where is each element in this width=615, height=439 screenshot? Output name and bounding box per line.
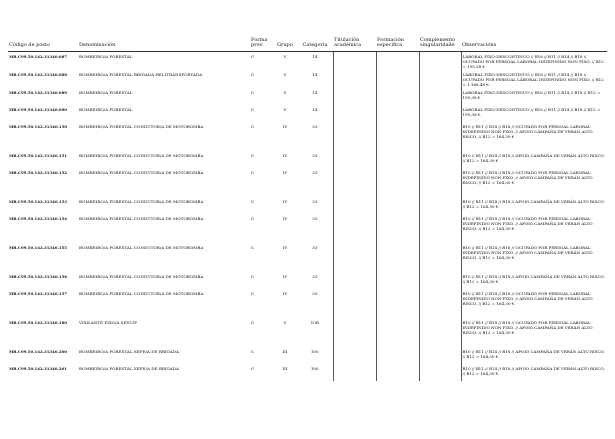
cell-formacion bbox=[376, 168, 419, 197]
cell-codigo: MR.C99.50.142.31340.154 bbox=[9, 215, 68, 221]
cell-categoria: 33 bbox=[312, 152, 318, 158]
cell-grupo: V bbox=[283, 54, 287, 59]
cell-grupo: V bbox=[283, 89, 287, 95]
cell-observacions: LABORAL FIXO-DESCONTINUO // B16 // B11 // B14 // B18 // B12 = 195,38 €. bbox=[462, 89, 601, 100]
cell-formacion bbox=[376, 243, 419, 272]
cell-observacions: LABORAL FIXO-DESCONTINUO // B16 // B11 // B14 // B18 // OCUPADO POR PERSOAL LABORAL INDEFINIDO NON FIXO. // B12 = 1.166,46 €. bbox=[462, 71, 604, 88]
cell-titulacion bbox=[333, 197, 376, 214]
cell-formacion bbox=[376, 347, 419, 364]
posts-table bbox=[8, 33, 607, 381]
cell-formacion bbox=[376, 151, 419, 168]
cell-formacion bbox=[376, 318, 419, 347]
cell-categoria: 33 bbox=[312, 198, 318, 204]
cell-denominacion: BOMBEIRO/A FORESTAL XEFE/A DE BRIGADA bbox=[79, 348, 179, 354]
cell-titulacion bbox=[333, 318, 376, 347]
cell-grupo: IV bbox=[282, 215, 288, 221]
cell-forma: C bbox=[251, 89, 255, 95]
cell-complemento bbox=[419, 272, 461, 289]
header-formacion: Formación específica bbox=[376, 33, 419, 52]
header-observacions: Observacións bbox=[461, 33, 607, 52]
cell-codigo: MR.C99.50.142.31340.200 bbox=[9, 348, 68, 354]
cell-forma: C bbox=[251, 71, 255, 77]
cell-titulacion bbox=[333, 88, 376, 105]
cell-categoria: 33 bbox=[312, 273, 318, 279]
cell-observacions: B10 // B11 // B14 // B18 // APOIO CAMPAÑA DE VERÁN ALTO RISCO. // B12 = 164,30 €. bbox=[462, 198, 605, 209]
cell-observacions: LABORAL FIXO-DESCONTINUO // B16 // B11 // B14 // B18 // B12 = 195,38 €. bbox=[462, 106, 601, 117]
cell-grupo: IV bbox=[282, 198, 288, 204]
cell-observacions: B10 // B11 // B14 // B18 // APOIO CAMPAÑA DE VERÁN ALTO RISCO. // B12 = 164,30 €. bbox=[462, 152, 605, 163]
cell-observacions: B10 // B11 // B14 // B18 // OCUPADO POR PERSOAL LABORAL INDEFINIDO NON FIXO. // APOIO CAMPAÑA DE VERÁN ALTO RISCO. // B12 = 164,30 €. bbox=[462, 123, 593, 140]
cell-categoria: 100 bbox=[310, 365, 319, 371]
table-row bbox=[8, 318, 607, 347]
cell-denominacion: BOMBEIRO/A FORESTAL bbox=[79, 106, 133, 112]
cell-observacions: B10 // B11 // B14 // B18 // APOIO CAMPAÑA DE VERÁN ALTO RISCO. // B12 = 164,30 €. bbox=[462, 365, 605, 376]
table-row bbox=[8, 105, 607, 122]
cell-categoria: 100 bbox=[310, 348, 319, 354]
cell-denominacion: BOMBEIRO/A FORESTAL CONDUTOR/A DE MOTOBOMBA bbox=[79, 198, 204, 204]
cell-formacion bbox=[376, 364, 419, 381]
cell-denominacion: BOMBEIRO/A FORESTAL CONDUTOR/A DE MOTOBOMBA bbox=[79, 244, 204, 250]
header-denominacion: Denominación bbox=[78, 33, 250, 52]
table-row bbox=[8, 70, 607, 88]
cell-formacion bbox=[376, 52, 419, 70]
cell-formacion bbox=[376, 70, 419, 88]
table-row bbox=[8, 272, 607, 289]
header-grupo: Grupo bbox=[273, 33, 297, 52]
header-forma: Forma prov. bbox=[250, 33, 273, 52]
cell-complemento bbox=[419, 151, 461, 168]
cell-complemento bbox=[419, 197, 461, 214]
cell-denominacion: BOMBEIRO/A FORESTAL CONDUTOR/A DE MOTOBOMBA bbox=[79, 123, 204, 129]
cell-complemento bbox=[419, 122, 461, 151]
cell-observacions: B10 // B11 // B14 // B18 // OCUPADO POR PERSOAL LABORAL INDEFINIDO NON FIXO. // APOIO CAMPAÑA DE VERÁN ALTO RISCO. // B12 = 164,30 €. bbox=[462, 169, 593, 186]
cell-categoria: 33 bbox=[312, 215, 318, 221]
cell-codigo: MR.C99.50.142.31340.151 bbox=[9, 152, 68, 158]
cell-observacions: B10 // B11 // B14 // B18 // OCUPADO POR PERSOAL LABORAL INDEFINIDO NON FIXO. // APOIO CAMPAÑA DE VERÁN ALTO RISCO. // B12 = 164,30 €. bbox=[462, 244, 593, 261]
cell-forma: C bbox=[251, 54, 255, 59]
cell-complemento bbox=[419, 88, 461, 105]
cell-forma: C bbox=[251, 169, 255, 175]
cell-forma: C bbox=[251, 365, 255, 371]
header-complemento: Complemento singularidade bbox=[419, 33, 461, 52]
table-row bbox=[8, 347, 607, 364]
table-row bbox=[8, 151, 607, 168]
cell-denominacion: BOMBEIRO/A FORESTAL CONDUTOR/A DE MOTOBOMBA bbox=[79, 273, 204, 279]
header-titulacion: Titulación académica bbox=[333, 33, 376, 52]
cell-categoria: 33 bbox=[312, 290, 318, 296]
cell-categoria: 33 bbox=[312, 123, 318, 129]
cell-codigo: MR.C99.50.142.31340.153 bbox=[9, 198, 68, 204]
cell-codigo: MR.C99.50.142.31340.152 bbox=[9, 169, 68, 175]
cell-observacions: B10 // B11 // B14 // B18 // OCUPADO POR PERSOAL LABORAL INDEFINIDO NON FIXO. // APOIO CAMPAÑA DE VERÁN ALTO RISCO. // B12 = 164,30 €. bbox=[462, 319, 593, 336]
table-row bbox=[8, 364, 607, 381]
cell-grupo: V bbox=[283, 319, 287, 325]
cell-titulacion bbox=[333, 105, 376, 122]
table-row bbox=[8, 289, 607, 318]
cell-grupo: IV bbox=[282, 152, 288, 158]
cell-categoria: 14 bbox=[312, 89, 318, 95]
cell-observacions: B10 // B11 // B14 // B18 // OCUPADO POR PERSOAL LABORAL INDEFINIDO NON FIXO. // APOIO CAMPAÑA DE VERÁN ALTO RISCO. // B12 = 164,30 €. bbox=[462, 215, 593, 232]
table-row bbox=[8, 88, 607, 105]
cell-categoria: 33 bbox=[312, 244, 318, 250]
cell-forma: C bbox=[251, 106, 255, 112]
cell-formacion bbox=[376, 214, 419, 243]
table-row bbox=[8, 243, 607, 272]
cell-titulacion bbox=[333, 70, 376, 88]
cell-codigo: MR.C99.50.142.31340.150 bbox=[9, 123, 68, 129]
cell-formacion bbox=[376, 122, 419, 151]
cell-titulacion bbox=[333, 243, 376, 272]
cell-codigo: MR.C99.50.142.31340.088 bbox=[9, 71, 68, 77]
cell-codigo: MR.C99.50.142.31340.155 bbox=[9, 244, 68, 250]
cell-denominacion: BOMBEIRO/A FORESTAL BRIGADA HELITRANSPORTADA bbox=[79, 71, 203, 77]
cell-denominacion: BOMBEIRO/A FORESTAL CONDUTOR/A DE MOTOBOMBA bbox=[79, 290, 204, 296]
cell-denominacion: BOMBEIRO/A FORESTAL bbox=[79, 54, 133, 59]
cell-codigo: MR.C99.50.142.31340.089 bbox=[9, 89, 68, 95]
cell-complemento bbox=[419, 70, 461, 88]
cell-denominacion: VIXILANTE FIXO/A SPDCIF bbox=[79, 319, 138, 325]
cell-denominacion: BOMBEIRO/A FORESTAL XEFE/A DE BRIGADA bbox=[79, 365, 179, 371]
cell-complemento bbox=[419, 168, 461, 197]
cell-grupo: IV bbox=[282, 273, 288, 279]
cell-grupo: V bbox=[283, 106, 287, 112]
cell-forma: C bbox=[251, 273, 255, 279]
table-header-row bbox=[8, 33, 607, 52]
cell-observacions: B10 // B11 // B14 // B18 // APOIO CAMPAÑA DE VERÁN ALTO RISCO. // B12 = 164,30 €. bbox=[462, 273, 605, 284]
cell-codigo: MR.C99.50.142.31340.087 bbox=[9, 54, 68, 59]
cell-complemento bbox=[419, 243, 461, 272]
cell-forma: C bbox=[251, 244, 255, 250]
cell-codigo: MR.C99.50.142.31340.090 bbox=[9, 106, 68, 112]
cell-denominacion: BOMBEIRO/A FORESTAL bbox=[79, 89, 133, 95]
cell-categoria: 14 bbox=[312, 71, 318, 77]
cell-observacions: B10 // B11 // B14 // B18 // OCUPADO POR PERSOAL LABORAL INDEFINIDO NON FIXO. // APOIO CAMPAÑA DE VERÁN ALTO RISCO. // B12 = 164,30 €. bbox=[462, 290, 593, 307]
cell-observacions: B10 // B11 // B14 // B18 // APOIO CAMPAÑA DE VERÁN ALTO RISCO. // B12 = 164,30 €. bbox=[462, 348, 605, 359]
cell-forma: C bbox=[251, 215, 255, 221]
header-categoria: Categoría bbox=[297, 33, 333, 52]
cell-titulacion bbox=[333, 151, 376, 168]
cell-titulacion bbox=[333, 289, 376, 318]
cell-grupo: V bbox=[283, 71, 287, 77]
cell-formacion bbox=[376, 289, 419, 318]
cell-formacion bbox=[376, 272, 419, 289]
cell-formacion bbox=[376, 88, 419, 105]
cell-titulacion bbox=[333, 364, 376, 381]
cell-formacion bbox=[376, 197, 419, 214]
cell-titulacion bbox=[333, 122, 376, 151]
cell-forma: C bbox=[251, 198, 255, 204]
cell-denominacion: BOMBEIRO/A FORESTAL CONDUTOR/A DE MOTOBOMBA bbox=[79, 169, 204, 175]
cell-titulacion bbox=[333, 347, 376, 364]
cell-codigo: MR.C99.50.142.31340.180 bbox=[9, 319, 68, 325]
cell-complemento bbox=[419, 318, 461, 347]
table-row bbox=[8, 122, 607, 151]
table-row bbox=[8, 168, 607, 197]
table-body bbox=[8, 52, 607, 381]
cell-forma: C bbox=[251, 319, 255, 325]
cell-denominacion: BOMBEIRO/A FORESTAL CONDUTOR/A DE MOTOBOMBA bbox=[79, 152, 204, 158]
cell-complemento bbox=[419, 364, 461, 381]
cell-forma: C bbox=[251, 290, 255, 296]
cell-forma: C bbox=[251, 152, 255, 158]
cell-categoria: 14 bbox=[312, 106, 318, 112]
cell-complemento bbox=[419, 105, 461, 122]
table-row bbox=[8, 197, 607, 214]
table-row bbox=[8, 52, 607, 70]
cell-grupo: IV bbox=[282, 244, 288, 250]
cell-titulacion bbox=[333, 214, 376, 243]
cell-formacion bbox=[376, 105, 419, 122]
cell-titulacion bbox=[333, 272, 376, 289]
cell-complemento bbox=[419, 52, 461, 70]
cell-complemento bbox=[419, 214, 461, 243]
table-row bbox=[8, 214, 607, 243]
cell-categoria: 33 bbox=[312, 169, 318, 175]
cell-complemento bbox=[419, 289, 461, 318]
cell-grupo: IV bbox=[282, 169, 288, 175]
cell-grupo: IV bbox=[282, 123, 288, 129]
cell-grupo: III bbox=[282, 348, 288, 354]
cell-observacions: LABORAL FIXO-DESCONTINUO // B16 // B11 // B14 // B18 // OCUPADO POR PERSOAL LABORAL INDEFINIDO NON FIXO. // B12 = 195,38 €. bbox=[462, 54, 604, 70]
cell-titulacion bbox=[333, 168, 376, 197]
cell-categoria: 14 bbox=[312, 54, 318, 59]
cell-titulacion bbox=[333, 52, 376, 70]
cell-forma: C bbox=[251, 123, 255, 129]
cell-categoria: 10B bbox=[310, 319, 319, 325]
cell-denominacion: BOMBEIRO/A FORESTAL CONDUTOR/A DE MOTOBOMBA bbox=[79, 215, 204, 221]
cell-codigo: MR.C99.50.142.31340.156 bbox=[9, 273, 68, 279]
cell-codigo: MR.C99.50.142.31340.157 bbox=[9, 290, 68, 296]
cell-grupo: IV bbox=[282, 290, 288, 296]
cell-codigo: MR.C99.50.142.31340.201 bbox=[9, 365, 68, 371]
header-codigo: Código de posto bbox=[8, 33, 78, 52]
cell-forma: C bbox=[251, 348, 255, 354]
cell-grupo: III bbox=[282, 365, 288, 371]
cell-complemento bbox=[419, 347, 461, 364]
